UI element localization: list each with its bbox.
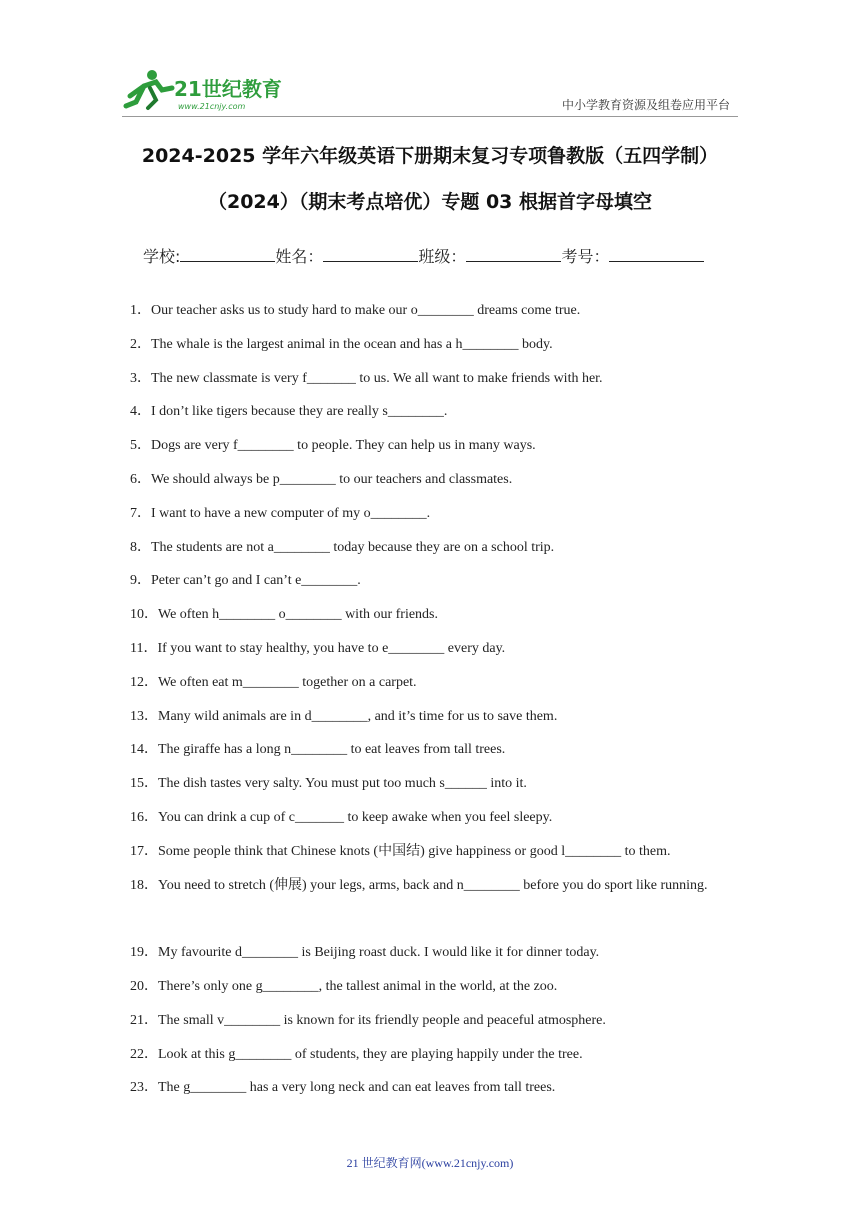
class-label: 班级： — [418, 247, 467, 266]
question-list — [130, 294, 750, 1105]
question-item: 15．The dish tastes very salty. You must put too much s______ into it. — [130, 776, 527, 792]
student-info-row — [143, 243, 704, 267]
page-footer: 21 世纪教育网(www.21cnjy.com) — [346, 1156, 514, 1170]
question-item: 8．The students are not a________ today because they are on a school trip. — [130, 539, 555, 555]
logo-21cnjy — [122, 66, 292, 114]
logo-text: 21世纪教育 — [174, 77, 282, 101]
name-blank[interactable] — [323, 243, 418, 262]
question-item: 2．The whale is the largest animal in the ocean and has a h________ body. — [130, 336, 553, 352]
class-blank[interactable] — [466, 243, 561, 262]
question-item: 20．There’s only one g________, the tallest animal in the world, at the zoo. — [130, 978, 558, 994]
name-label: 姓名： — [275, 247, 324, 266]
question-item: 1．Our teacher asks us to study hard to make our o________ dreams come true. — [130, 303, 581, 318]
question-item: 4．I don’t like tigers because they are really s________. — [130, 404, 448, 420]
platform-name: 中小学教育资源及组卷应用平台 — [561, 98, 730, 112]
question-item: 10．We often h________ o________ with our friends. — [130, 607, 438, 623]
question-item: 12．We often eat m________ together on a carpet. — [130, 674, 417, 690]
question-item: 5．Dogs are very f________ to people. They can help us in many ways. — [130, 438, 536, 454]
school-blank[interactable] — [180, 243, 275, 262]
header-divider — [122, 116, 738, 117]
question-item: 7．I want to have a new computer of my o________. — [130, 505, 431, 521]
question-item: 16．You can drink a cup of c_______ to keep awake when you feel sleepy. — [130, 809, 553, 825]
school-label: 学校: — [143, 247, 181, 266]
question-item: 21．The small v________ is known for its friendly people and peaceful atmosphere. — [130, 1012, 606, 1028]
page-header — [0, 0, 860, 120]
question-item: 22．Look at this g________ of students, they are playing happily under the tree. — [130, 1046, 583, 1062]
question-item: 6．We should always be p________ to our teachers and classmates. — [130, 471, 513, 487]
question-item: 19．My favourite d________ is Beijing roast duck. I would like it for dinner today. — [130, 945, 600, 961]
number-label: 考号： — [561, 247, 610, 266]
question-item: 3．The new classmate is very f_______ to us. We all want to make friends with her. — [130, 370, 603, 386]
number-blank[interactable] — [609, 243, 704, 262]
question-item: 23．The g________ has a very long neck and can eat leaves from tall trees. — [130, 1080, 556, 1096]
question-item: 17．Some people think that Chinese knots (中国结) give happiness or good l________ to them. — [130, 843, 671, 859]
question-item: 11．If you want to stay healthy, you have to e________ every day. — [130, 640, 506, 656]
logo-url: www.21cnjy.com — [178, 102, 246, 111]
title-line-1: 2024-2025 学年六年级英语下册期末复习专项鲁教版（五四学制） — [141, 145, 719, 167]
question-item: 13．Many wild animals are in d________, and it’s time for us to save them. — [130, 708, 558, 724]
question-item: 9．Peter can’t go and I can’t e________. — [130, 573, 361, 589]
question-item: 18．You need to stretch (伸展) your legs, arms, back and n________ before you do sport like running. — [130, 877, 708, 893]
question-item: 14．The giraffe has a long n________ to eat leaves from tall trees. — [130, 742, 506, 758]
title-line-2: （2024）（期末考点培优）专题 03 根据首字母填空 — [207, 191, 653, 213]
